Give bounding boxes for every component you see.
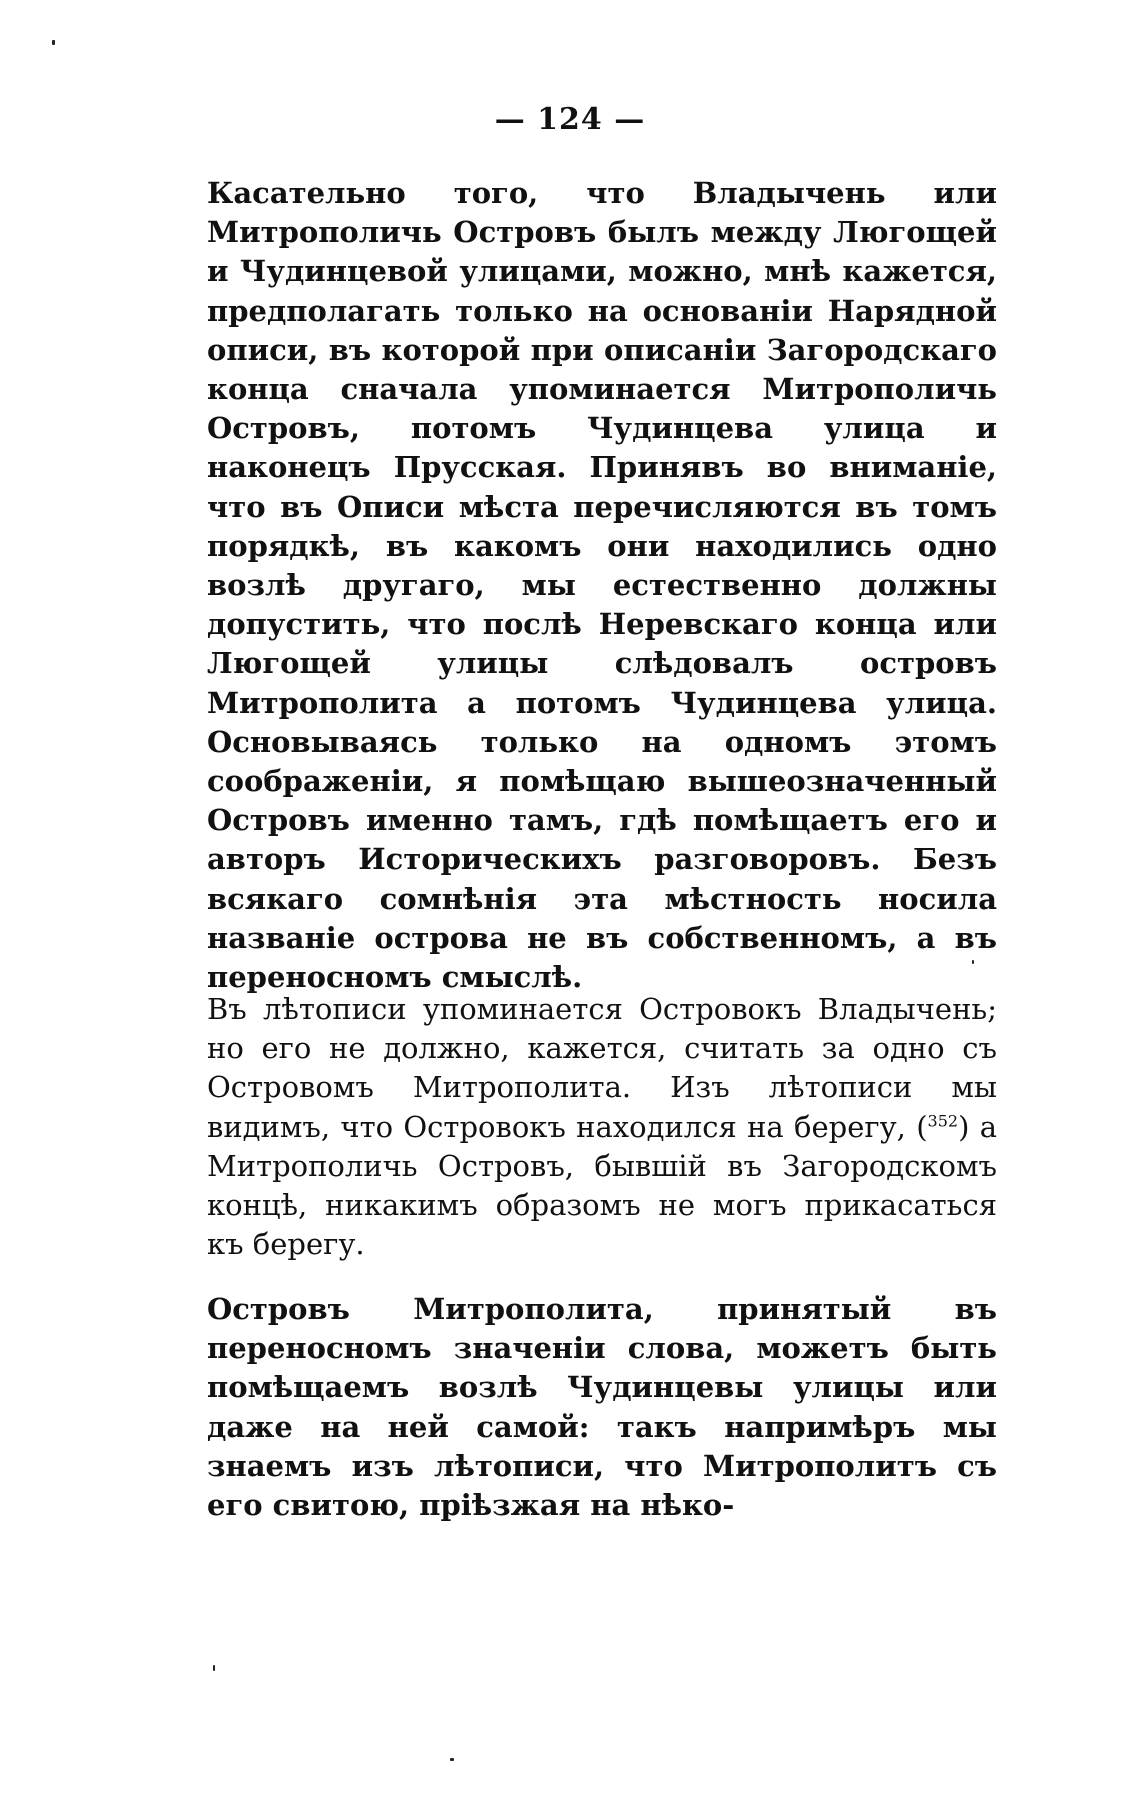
footnote-reference: 352 — [927, 1110, 959, 1130]
paragraph-2-text — [207, 990, 997, 1264]
scan-speck — [52, 40, 55, 45]
paragraph-3-text: Островъ Митрополита, принятый въ переносномъ значеніи слова, можетъ быть помѣщаемъ возлѣ Чудинцевы улицы или даже на ней самой: такъ напримѣръ мы знаемъ изъ лѣтописи, что Митрополитъ съ его свитою, пріѣзжая на нѣко- — [207, 1292, 997, 1523]
page-number: — 124 — — [494, 102, 646, 137]
paragraph-2 — [207, 990, 997, 1264]
paragraph-2-text-end: ) а Митрополичь Островъ, бывшій въ Загородскомъ концѣ, никакимъ образомъ не могъ прикасаться къ берегу. — [207, 1109, 997, 1262]
paragraph-1 — [207, 174, 997, 997]
scan-speck — [450, 1758, 454, 1761]
paragraph-1-text: Касательно того, что Владычень или Митрополичь Островъ былъ между Люгощей и Чудинцевой улицами, можно, мнѣ кажется, предполагать только на основаніи Нарядной описи, въ которой при описаніи Загородскаго конца сначала упоминается Митрополичь Островъ, потомъ Чудинцева улица и наконецъ Прусская. Принявъ во вниманіе, что въ Описи мѣста перечисляются въ томъ порядкѣ, въ какомъ они находились одно возлѣ другаго, мы естественно должны допустить, что послѣ Неревскаго конца или Люгощей улицы слѣдовалъ островъ Митрополита а потомъ Чудинцева улица. Основываясь только на одномъ этомъ соображеніи, я помѣщаю вышеозначенный Островъ именно тамъ, гдѣ помѣщаетъ его и авторъ Историческихъ разговоровъ. Безъ всякаго сомнѣнія эта мѣстность носила названіе острова не въ собственномъ, а въ переносномъ смыслѣ. — [207, 176, 997, 995]
scan-speck — [213, 1665, 215, 1671]
scan-speck — [972, 960, 974, 964]
paragraph-2-text-start: Въ лѣтописи упоминается Островокъ Владычень; но его не должно, кажется, считать за одно съ Островомъ Митрополита. Изъ лѣтописи мы видимъ, что Островокъ находился на берегу, ( — [207, 992, 997, 1144]
paragraph-3 — [207, 1290, 997, 1525]
